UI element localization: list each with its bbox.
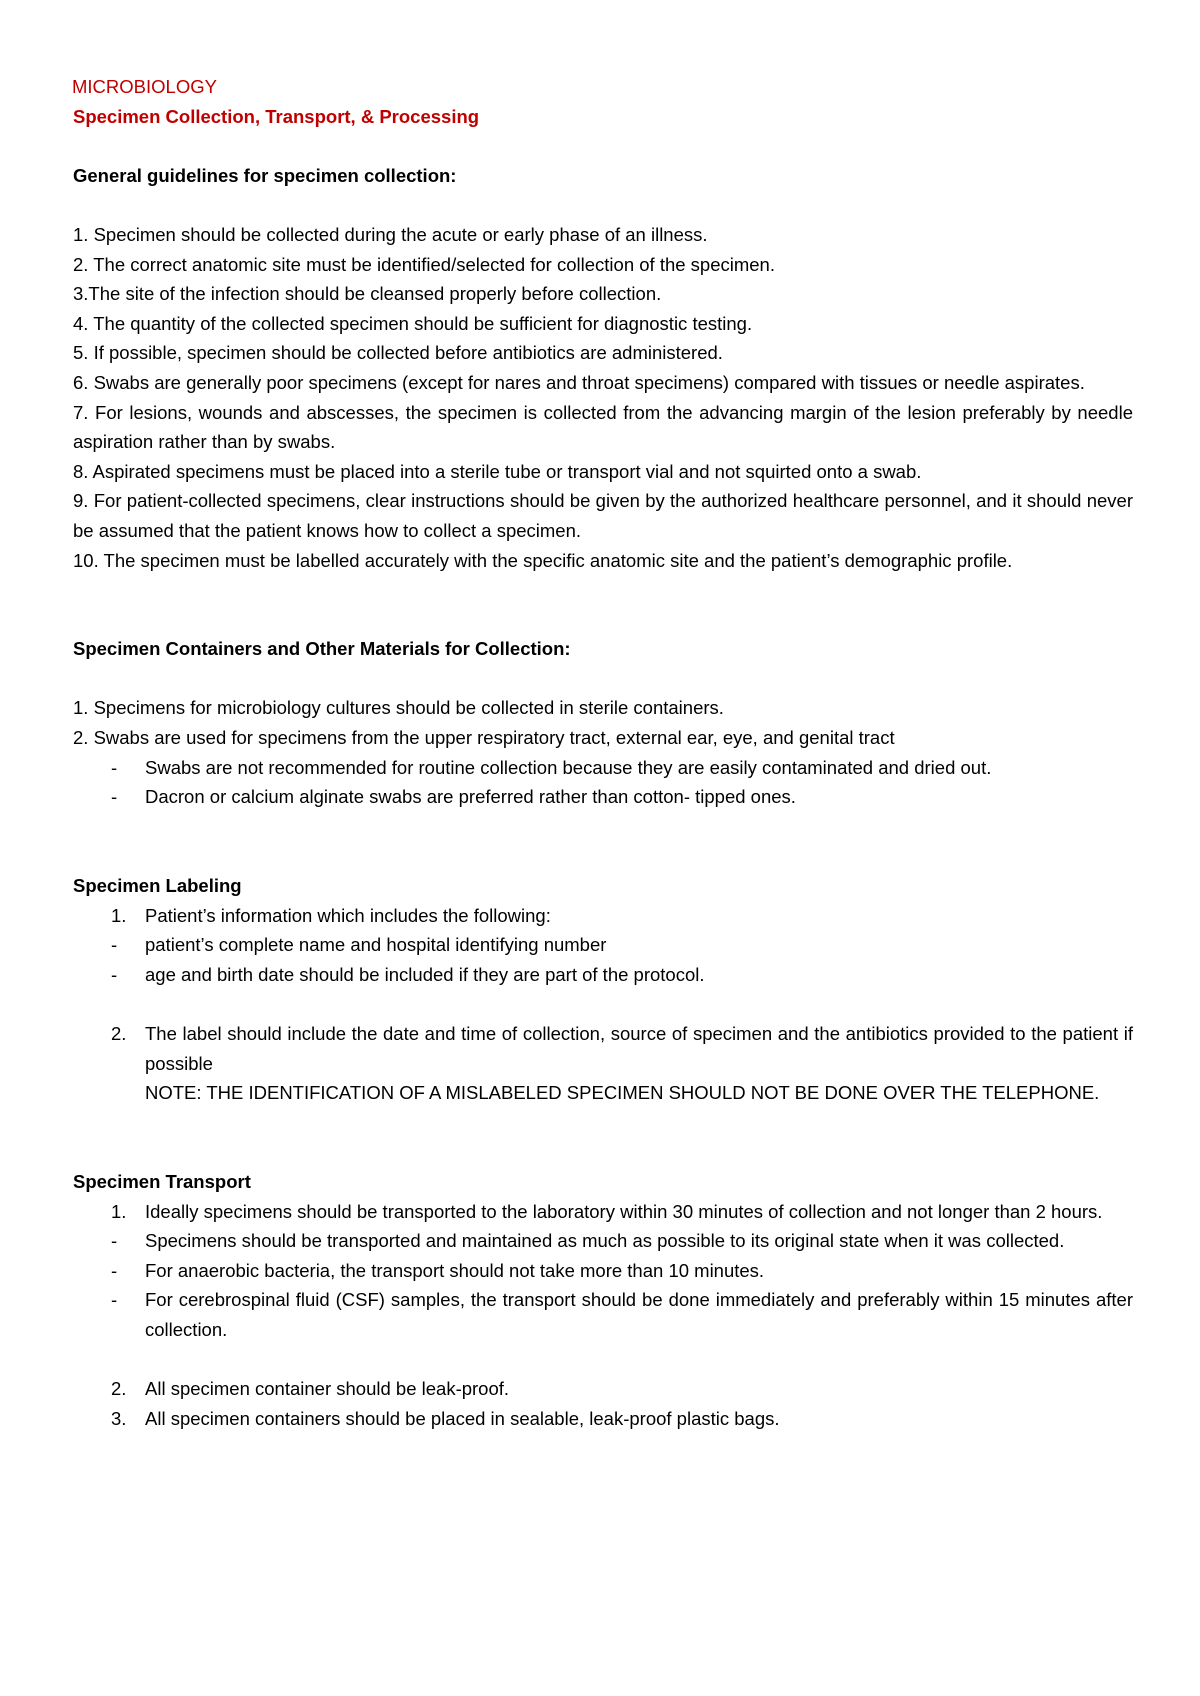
list-item: 2. The correct anatomic site must be identified/selected for collection of the specimen. bbox=[73, 253, 775, 275]
list-item: 10. The specimen must be labelled accurately with the specific anatomic site and the patient’s demographic profile. bbox=[73, 549, 1013, 571]
list-item: 3.The site of the infection should be cleansed properly before collection. bbox=[73, 283, 662, 305]
document-subtitle: Specimen Collection, Transport, & Processing bbox=[73, 105, 480, 127]
numbered-item: 1. Patient’s information which includes the following: bbox=[73, 901, 1133, 931]
containers-heading: Specimen Containers and Other Materials for Collection: bbox=[73, 638, 571, 660]
bullet-item: - Specimens should be transported and maintained as much as possible to its original state when it was collected. bbox=[73, 1226, 1133, 1256]
list-item: 4. The quantity of the collected specimen should be sufficient for diagnostic testing. bbox=[73, 312, 753, 334]
list-item: 7. For lesions, wounds and abscesses, the specimen is collected from the advancing margin of the lesion preferably by needle aspiration rather than by swabs. bbox=[73, 401, 1133, 453]
numbered-item: 1. Ideally specimens should be transported to the laboratory within 30 minutes of collection and not longer than 2 hours. bbox=[73, 1197, 1133, 1227]
general-heading: General guidelines for specimen collection: bbox=[73, 164, 457, 186]
item-number: 2. bbox=[111, 1378, 127, 1400]
dash-marker: - bbox=[111, 756, 118, 778]
document-page bbox=[73, 72, 1133, 1433]
list-item: 8. Aspirated specimens must be placed into a sterile tube or transport vial and not squirted onto a swab. bbox=[73, 460, 922, 482]
item-number: 1. bbox=[111, 1200, 127, 1222]
numbered-item: 2. All specimen container should be leak-proof. bbox=[73, 1374, 1133, 1404]
document-title: MICROBIOLOGY bbox=[72, 76, 217, 97]
transport-heading: Specimen Transport bbox=[73, 1170, 251, 1192]
dash-marker: - bbox=[111, 1259, 118, 1281]
list-item: 9. For patient-collected specimens, clear instructions should be given by the authorized healthcare personnel, and it should never be assumed that the patient knows how to collect a specimen. bbox=[73, 490, 1133, 541]
bullet-item: - For anaerobic bacteria, the transport should not take more than 10 minutes. bbox=[73, 1256, 1133, 1286]
item-number: 3. bbox=[111, 1407, 127, 1429]
list-item: 6. Swabs are generally poor specimens (except for nares and throat specimens) compared with tissues or needle aspirates. bbox=[73, 371, 1085, 393]
item-number: 2. bbox=[111, 1023, 127, 1044]
list-item: 5. If possible, specimen should be collected before antibiotics are administered. bbox=[73, 342, 723, 364]
bullet-item: - patient’s complete name and hospital identifying number bbox=[73, 930, 1133, 960]
bullet-item: - Dacron or calcium alginate swabs are preferred rather than cotton- tipped ones. bbox=[73, 782, 1133, 812]
labeling-heading: Specimen Labeling bbox=[73, 875, 242, 897]
item-number: 1. bbox=[111, 904, 127, 926]
dash-marker: - bbox=[111, 934, 118, 956]
numbered-item: 3. All specimen containers should be placed in sealable, leak-proof plastic bags. bbox=[73, 1404, 1133, 1434]
dash-marker: - bbox=[111, 786, 118, 808]
bullet-item: - Swabs are not recommended for routine collection because they are easily contaminated and dried out. bbox=[73, 753, 1133, 783]
general-list bbox=[73, 220, 1133, 575]
note-text: NOTE: THE IDENTIFICATION OF A MISLABELED SPECIMEN SHOULD NOT BE DONE OVER THE TELEPHONE. bbox=[145, 1082, 1100, 1104]
numbered-item: 2. The label should include the date and time of collection, source of specimen and the antibiotics provided to the patient if possible bbox=[73, 1019, 1133, 1078]
dash-marker: - bbox=[111, 963, 118, 985]
bullet-item: - For cerebrospinal fluid (CSF) samples, the transport should be done immediately and preferably within 15 minutes after collection. bbox=[73, 1285, 1133, 1344]
list-item: 1. Specimens for microbiology cultures should be collected in sterile containers. bbox=[73, 697, 724, 719]
list-item: 1. Specimen should be collected during the acute or early phase of an illness. bbox=[73, 223, 708, 245]
dash-marker: - bbox=[111, 1289, 118, 1311]
bullet-item: - age and birth date should be included if they are part of the protocol. bbox=[73, 960, 1133, 990]
dash-marker: - bbox=[111, 1230, 118, 1252]
list-item: 2. Swabs are used for specimens from the upper respiratory tract, external ear, eye, and genital tract bbox=[73, 727, 895, 749]
